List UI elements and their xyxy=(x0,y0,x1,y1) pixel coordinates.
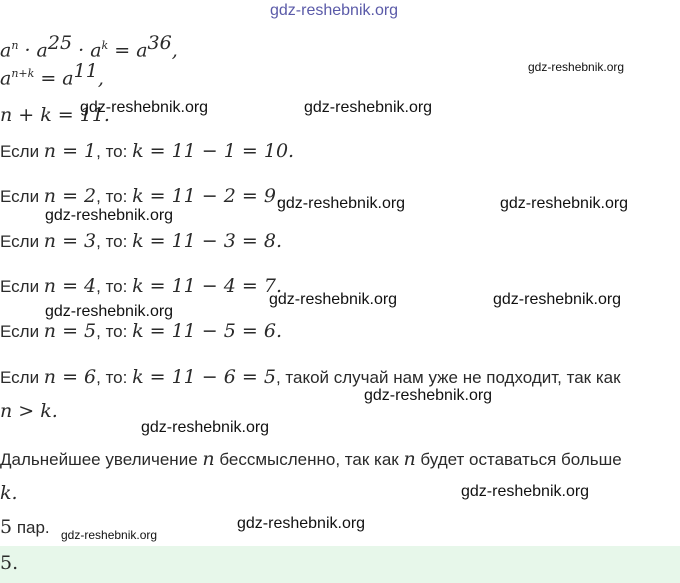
watermark: gdz-reshebnik.org xyxy=(45,207,174,224)
watermark: gdz-reshebnik.org xyxy=(500,195,629,212)
case-line-4: Если n = 4, то: k = 11 − 4 = 7. xyxy=(0,275,282,297)
watermark: gdz-reshebnik.org xyxy=(80,99,209,116)
watermark: gdz-reshebnik.org xyxy=(237,515,366,532)
watermark: gdz-reshebnik.org xyxy=(493,291,622,308)
case-line-5: Если n = 5, то: k = 11 − 5 = 6. xyxy=(0,320,282,342)
watermark: gdz-reshebnik.org xyxy=(61,528,158,542)
condition-line: n > k. xyxy=(0,400,58,422)
equation-sum: n + k = 11. xyxy=(0,104,110,126)
watermark-top: gdz-reshebnik.org xyxy=(270,2,399,19)
case-line-3: Если n = 3, то: k = 11 − 3 = 8. xyxy=(0,230,282,252)
case-line-1: Если n = 1, то: k = 11 − 1 = 10. xyxy=(0,140,295,162)
watermark: gdz-reshebnik.org xyxy=(528,60,625,74)
watermark: gdz-reshebnik.org xyxy=(461,483,590,500)
equation-exponent: $a^{n+k} = a^{11}$, xyxy=(0,60,104,90)
watermark: gdz-reshebnik.org xyxy=(269,291,398,308)
watermark: gdz-reshebnik.org xyxy=(141,419,270,436)
watermark: gdz-reshebnik.org xyxy=(304,99,433,116)
answer-box xyxy=(0,546,680,583)
pairs-count: 5 пар. xyxy=(0,516,50,538)
case-line-2: Если n = 2, то: k = 11 − 2 = 9. xyxy=(0,185,282,207)
equation-product: $a^n \cdot a^{25} \cdot a^k = a^{36}$, xyxy=(0,32,178,62)
further-paragraph: Дальнейшее увеличение n бессмысленно, так как n будет оставаться больше xyxy=(0,448,622,470)
answer-value: 5. xyxy=(0,552,19,574)
further-k-line: k. xyxy=(0,482,18,504)
watermark: gdz-reshebnik.org xyxy=(45,303,174,320)
watermark: gdz-reshebnik.org xyxy=(277,195,406,212)
watermark: gdz-reshebnik.org xyxy=(364,387,493,404)
case-line-6: Если n = 6, то: k = 11 − 6 = 5, такой случай нам уже не подходит, так как xyxy=(0,366,621,388)
